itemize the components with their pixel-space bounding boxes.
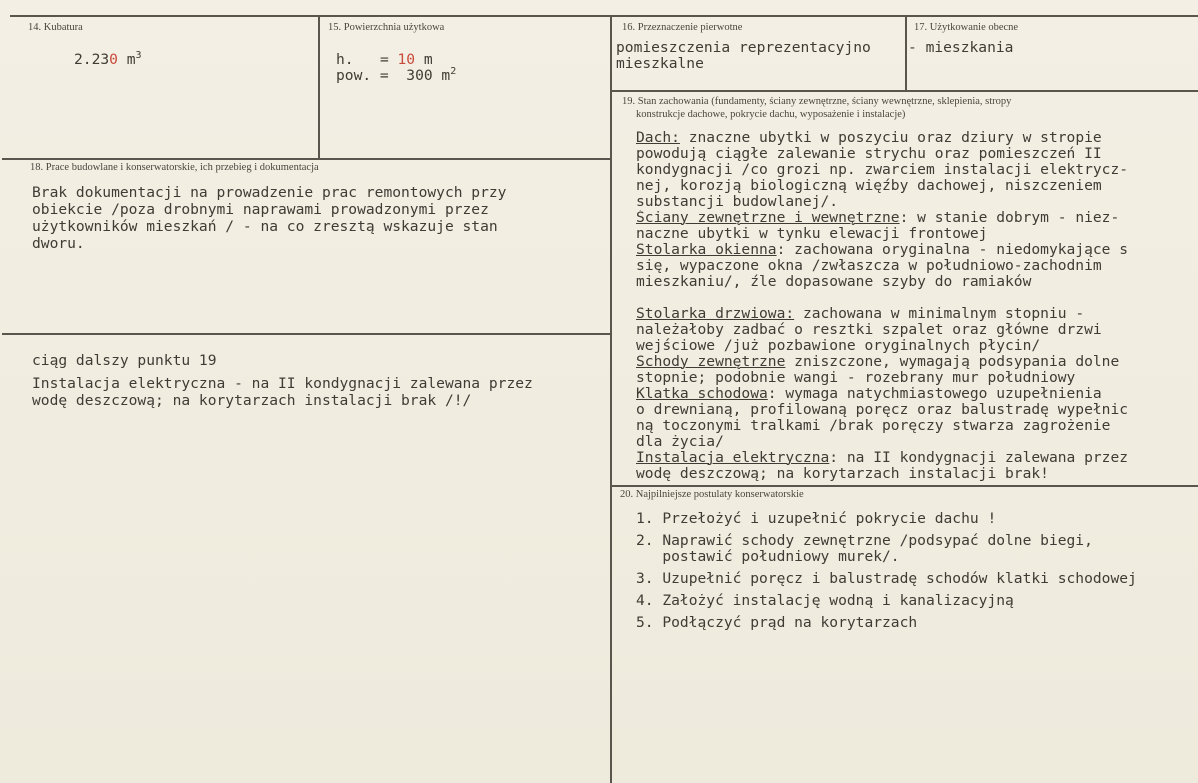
stan-heading: Instalacja elektryczna [636, 450, 830, 466]
continuation-title: ciąg dalszy punktu 19 [32, 352, 217, 369]
stan-line [636, 418, 1198, 434]
kubatura-label: 14. Kubatura [28, 22, 83, 33]
stan-text: powodują ciągłe zalewanie strychu oraz pomieszczeń II [636, 146, 1102, 162]
stan-line [636, 146, 1198, 162]
stan-line [636, 434, 1198, 450]
uzytkowanie-label: 17. Użytkowanie obecne [914, 22, 1019, 33]
postulat-line: 4. Założyć instalację wodną i kanalizacyjną [636, 592, 1014, 609]
stan-text: zniszczone, wymagają podsypania dolne [785, 354, 1120, 370]
divider-14-15 [318, 15, 320, 158]
stan-text: ną toczonymi tralkami /brak poręczy stwarza zagrożenie [636, 418, 1111, 434]
stan-line [636, 194, 1198, 210]
stan-line [636, 338, 1198, 354]
prace-line-3: użytkowników mieszkań / - na co zresztą wskazuje stan [32, 218, 498, 235]
stan-line [636, 290, 1198, 306]
stan-heading: Schody zewnętrzne [636, 354, 786, 370]
stan-line [636, 258, 1198, 274]
stan-label-line-2: konstrukcje dachowe, pokrycie dachu, wyposażenie i instalacje) [636, 109, 906, 120]
stan-text: wodę deszczową; na korytarzach instalacji brak! [636, 466, 1049, 482]
postulat-item [636, 571, 1198, 587]
divider-row-cont [2, 333, 610, 335]
stan-label-line-1: 19. Stan zachowania (fundamenty, ściany zewnętrzne, ściany wewnętrzne, sklepienia, stropy [622, 96, 1012, 107]
przeznaczenie-line-1: pomieszczenia reprezentacyjno [616, 39, 871, 56]
stan-heading: Stolarka drzwiowa: [636, 306, 795, 322]
stan-heading: Stolarka okienna [636, 242, 777, 258]
stan-text: kondygnacji /co grozi np. zwarciem instalacji elektrycz- [636, 162, 1129, 178]
stan-text: naczne ubytki w tynku elewacji frontowej [636, 226, 988, 242]
stan-text: : zachowana oryginalna - niedomykające s [776, 242, 1129, 258]
stan-line [636, 466, 1198, 482]
postulat-item [636, 511, 1198, 527]
uzytkowanie-value: - mieszkania [908, 39, 1014, 56]
postulat-item [636, 533, 1198, 565]
stan-line [636, 402, 1198, 418]
area-value: pow. = 300 $m^2$ [336, 66, 457, 84]
continuation-line-2: wodę deszczową; na korytarzach instalacji brak /!/ [32, 392, 472, 409]
continuation-line-1: Instalacja elektryczna - na II kondygnacji zalewana przez [32, 376, 533, 392]
stan-line [636, 274, 1198, 290]
stan-line [636, 450, 1198, 466]
postulat-item [636, 593, 1198, 609]
stan-text: nej, korozją biologiczną więźby dachowej, niszczeniem [636, 178, 1102, 194]
stan-line [636, 226, 1198, 242]
stan-line [636, 386, 1198, 402]
stan-line [636, 178, 1198, 194]
stan-text: stopnie; podobnie wangi - rozebrany mur południowy [636, 370, 1076, 386]
stan-text: należałoby zadbać o resztki szpalet oraz główne drzwi [636, 322, 1102, 338]
stan-text: substancji budowlanej/. [636, 194, 839, 210]
stan-text: : wymaga natychmiastowego uzupełnienia [767, 386, 1102, 402]
stan-text: dla życia/ [636, 434, 724, 450]
stan-line [636, 370, 1198, 386]
stan-text: : na II kondygnacji zalewana przez [829, 450, 1129, 466]
stan-heading: Dach: [636, 130, 680, 146]
postulat-line: 2. Naprawić schody zewnętrzne /podsypać dolne biegi, [636, 532, 1093, 549]
stan-line [636, 242, 1198, 258]
prace-line-1: Brak dokumentacji na prowadzenie prac remontowych przy [32, 184, 507, 201]
stan-text: się, wypaczone okna /zwłaszcza w południowo-zachodnim [636, 258, 1102, 274]
height-value: h. = 10 m [336, 51, 433, 68]
postulat-line: 3. Uzupełnić poręcz i balustradę schodów klatki schodowej [636, 570, 1137, 587]
stan-line [636, 354, 1198, 370]
kubatura-value: 2.230 $m^3$ [74, 50, 142, 68]
stan-line [636, 130, 1198, 146]
stan-heading: Klatka schodowa [636, 386, 768, 402]
center-divider [610, 15, 612, 783]
przeznaczenie-line-2: mieszkalne [616, 55, 704, 72]
postulaty-list [636, 511, 1198, 637]
top-border [10, 15, 1198, 17]
stan-line [636, 210, 1198, 226]
powierzchnia-label: 15. Powierzchnia użytkowa [328, 22, 445, 33]
stan-text: : w stanie dobrym - niez- [899, 210, 1120, 226]
prace-line-2: obiekcie /poza drobnymi naprawami prowadzonymi przez [32, 201, 489, 218]
divider-row-20 [612, 485, 1198, 487]
stan-body [636, 130, 1198, 482]
prace-line-4: dworu. [32, 235, 85, 252]
postulaty-label: 20. Najpilniejsze postulaty konserwatorskie [620, 489, 804, 500]
divider-row-18 [2, 158, 610, 160]
stan-text: zachowana w minimalnym stopniu - [794, 306, 1085, 322]
stan-line [636, 306, 1198, 322]
postulat-line: 5. Podłączyć prąd na korytarzach [636, 614, 918, 631]
postulat-item [636, 615, 1198, 631]
postulat-line: 1. Przełożyć i uzupełnić pokrycie dachu ! [636, 511, 997, 527]
divider-row-19 [612, 90, 1198, 92]
stan-line [636, 322, 1198, 338]
stan-text: wejściowe /już pozbawione oryginalnych płycin/ [636, 338, 1041, 354]
stan-text: o drewnianą, profilowaną poręcz oraz balustradę wypełnic [636, 402, 1129, 418]
divider-16-17 [905, 15, 907, 90]
stan-text: mieszkaniu/, źle dopasowane szyby do ramiaków [636, 274, 1032, 290]
przeznaczenie-label: 16. Przeznaczenie pierwotne [622, 22, 743, 33]
stan-text: znaczne ubytki w poszyciu oraz dziury w stropie [679, 130, 1102, 146]
postulat-line: postawić południowy murek/. [636, 548, 900, 565]
stan-line [636, 162, 1198, 178]
stan-heading: Ściany zewnętrzne i wewnętrzne [636, 210, 900, 226]
prace-label: 18. Prace budowlane i konserwatorskie, ich przebieg i dokumentacja [30, 162, 319, 173]
